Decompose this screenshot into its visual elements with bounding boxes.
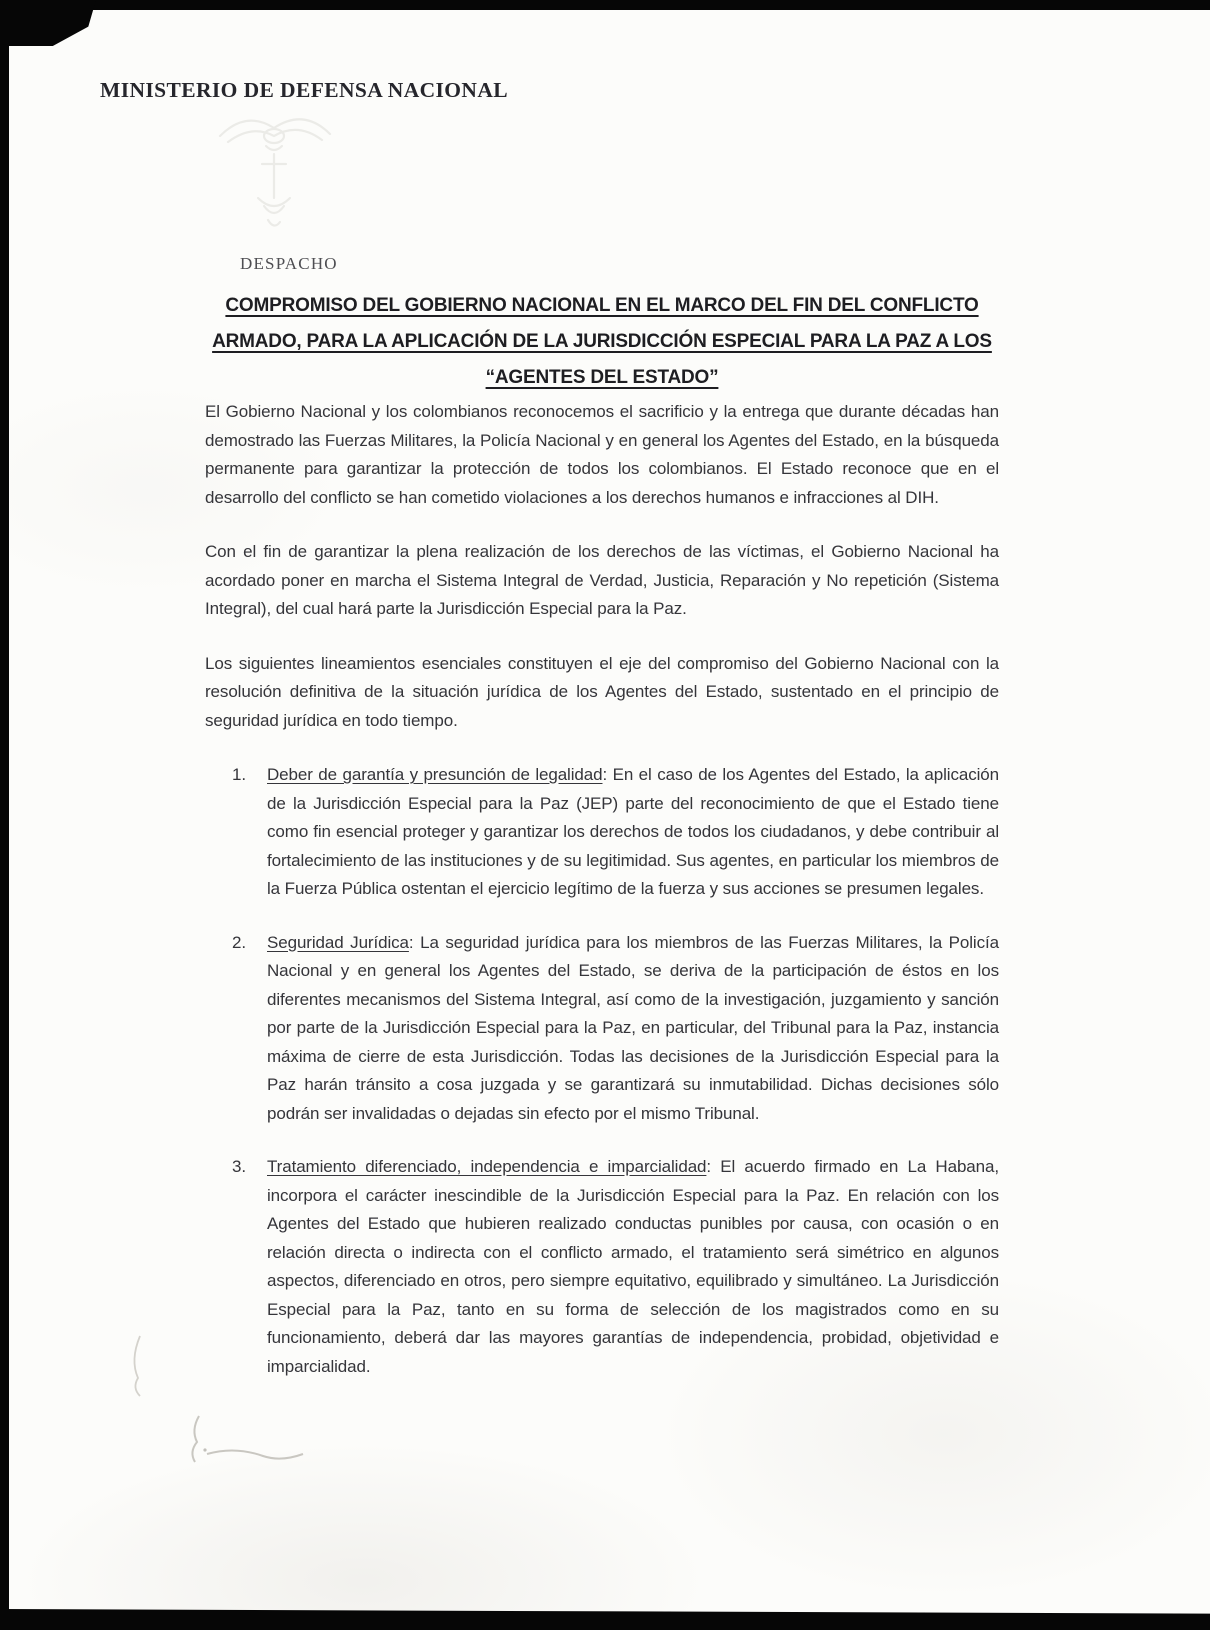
document-title: COMPROMISO DEL GOBIERNO NACIONAL EN EL MARCO DEL FIN DEL CONFLICTO ARMADO, PARA LA APLICACIÓN DE LA JURISDICCIÓN ESPECIAL PARA LA PAZ A LOS “AGENTES DEL ESTADO” bbox=[212, 295, 992, 388]
list-item-text bbox=[267, 761, 999, 904]
scan-edge-bottom bbox=[0, 1609, 1210, 1630]
coat-of-arms-seal-icon bbox=[212, 102, 338, 240]
scan-edge-top-left-blob bbox=[0, 0, 96, 46]
list-item-lead: Tratamiento diferenciado, independencia e imparcialidad bbox=[267, 1157, 707, 1176]
list-item-text bbox=[267, 1153, 999, 1381]
scan-edge-top bbox=[0, 0, 1210, 10]
list-item-rest: : La seguridad jurídica para los miembros de las Fuerzas Militares, la Policía Nacional y en general los Agentes del Estado, se deriva de la participación de éstos en los diferentes mecanismos del Sistema Integral, así como de la investigación, juzgamiento y sanción por parte de la Jurisdicción Especial para la Paz, en particular, del Tribunal para la Paz, instancia máxima de cierre de esta Jurisdicción. Todas las decisiones de la Jurisdicción Especial para la Paz harán tránsito a cosa juzgada y se garantizará su inmutabilidad. Dichas decisiones sólo podrán ser invalidadas o dejadas sin efecto por el mismo Tribunal. bbox=[267, 932, 999, 1123]
paragraph-1: El Gobierno Nacional y los colombianos reconocemos el sacrificio y la entrega que durante décadas han demostrado las Fuerzas Militares, la Policía Nacional y en general los Agentes del Estado, en la búsqueda permanente para garantizar la protección de todos los colombianos. El Estado reconoce que en el desarrollo del conflicto se han cometido violaciones a los derechos humanos e infracciones al DIH. bbox=[205, 402, 999, 507]
numbered-list bbox=[232, 761, 999, 1381]
list-item bbox=[232, 1153, 999, 1381]
list-item-text bbox=[267, 929, 999, 1129]
pencil-mark-artifact bbox=[185, 1408, 315, 1468]
list-item-rest: : En el caso de los Agentes del Estado, la aplicación de la Jurisdicción Especial para la Paz (JEP) parte del reconocimiento de que el Estado tiene como fin esencial proteger y garantizar los derechos de todos los ciudadanos, y debe contribuir al fortalecimiento de las instituciones y de su legitimidad. Sus agentes, en particular los miembros de la Fuerza Pública ostentan el ejercicio legítimo de la fuerza y sus acciones se presumen legales. bbox=[267, 765, 1000, 898]
list-item bbox=[232, 929, 999, 1129]
paragraph-3: Los siguientes lineamientos esenciales constituyen el eje del compromiso del Gobierno Nacional con la resolución definitiva de la situación jurídica de los Agentes del Estado, sustentado en el principio de seguridad jurídica en todo tiempo. bbox=[205, 653, 999, 730]
list-item bbox=[232, 761, 999, 904]
list-item-number: 2. bbox=[232, 932, 246, 952]
list-item-lead: Deber de garantía y presunción de legalidad bbox=[267, 765, 603, 784]
pencil-mark-artifact bbox=[120, 1330, 160, 1400]
list-item-rest: : El acuerdo firmado en La Habana, incorpora el carácter inescindible de la Jurisdicción Especial para la Paz. En relación con los Agentes del Estado que hubieren realizado conductas punibles por causa, con ocasión o en relación directa o indirecta con el conflicto armado, el tratamiento será simétrico en algunos aspectos, diferenciado en otros, pero siempre equitativo, equilibrado y simultáneo. La Jurisdicción Especial para la Paz, tanto en su forma de selección de los magistrados como en su funcionamiento, deberá dar las mayores garantías de independencia, probidad, objetividad e imparcialidad. bbox=[267, 1157, 999, 1376]
ministry-letterhead: MINISTERIO DE DEFENSA NACIONAL bbox=[100, 78, 509, 102]
list-item-lead: Seguridad Jurídica bbox=[267, 932, 409, 952]
document-body bbox=[205, 398, 999, 1406]
office-label: DESPACHO bbox=[240, 254, 338, 273]
scan-edge-left bbox=[0, 0, 9, 1630]
paragraph-2: Con el fin de garantizar la plena realización de los derechos de las víctimas, el Gobierno Nacional ha acordado poner en marcha el Sistema Integral de Verdad, Justicia, Reparación y No repetición (Sistema Integral), del cual hará parte la Jurisdicción Especial para la Paz. bbox=[205, 542, 999, 618]
list-item-number: 3. bbox=[232, 1157, 246, 1176]
list-item-number: 1. bbox=[232, 765, 246, 784]
